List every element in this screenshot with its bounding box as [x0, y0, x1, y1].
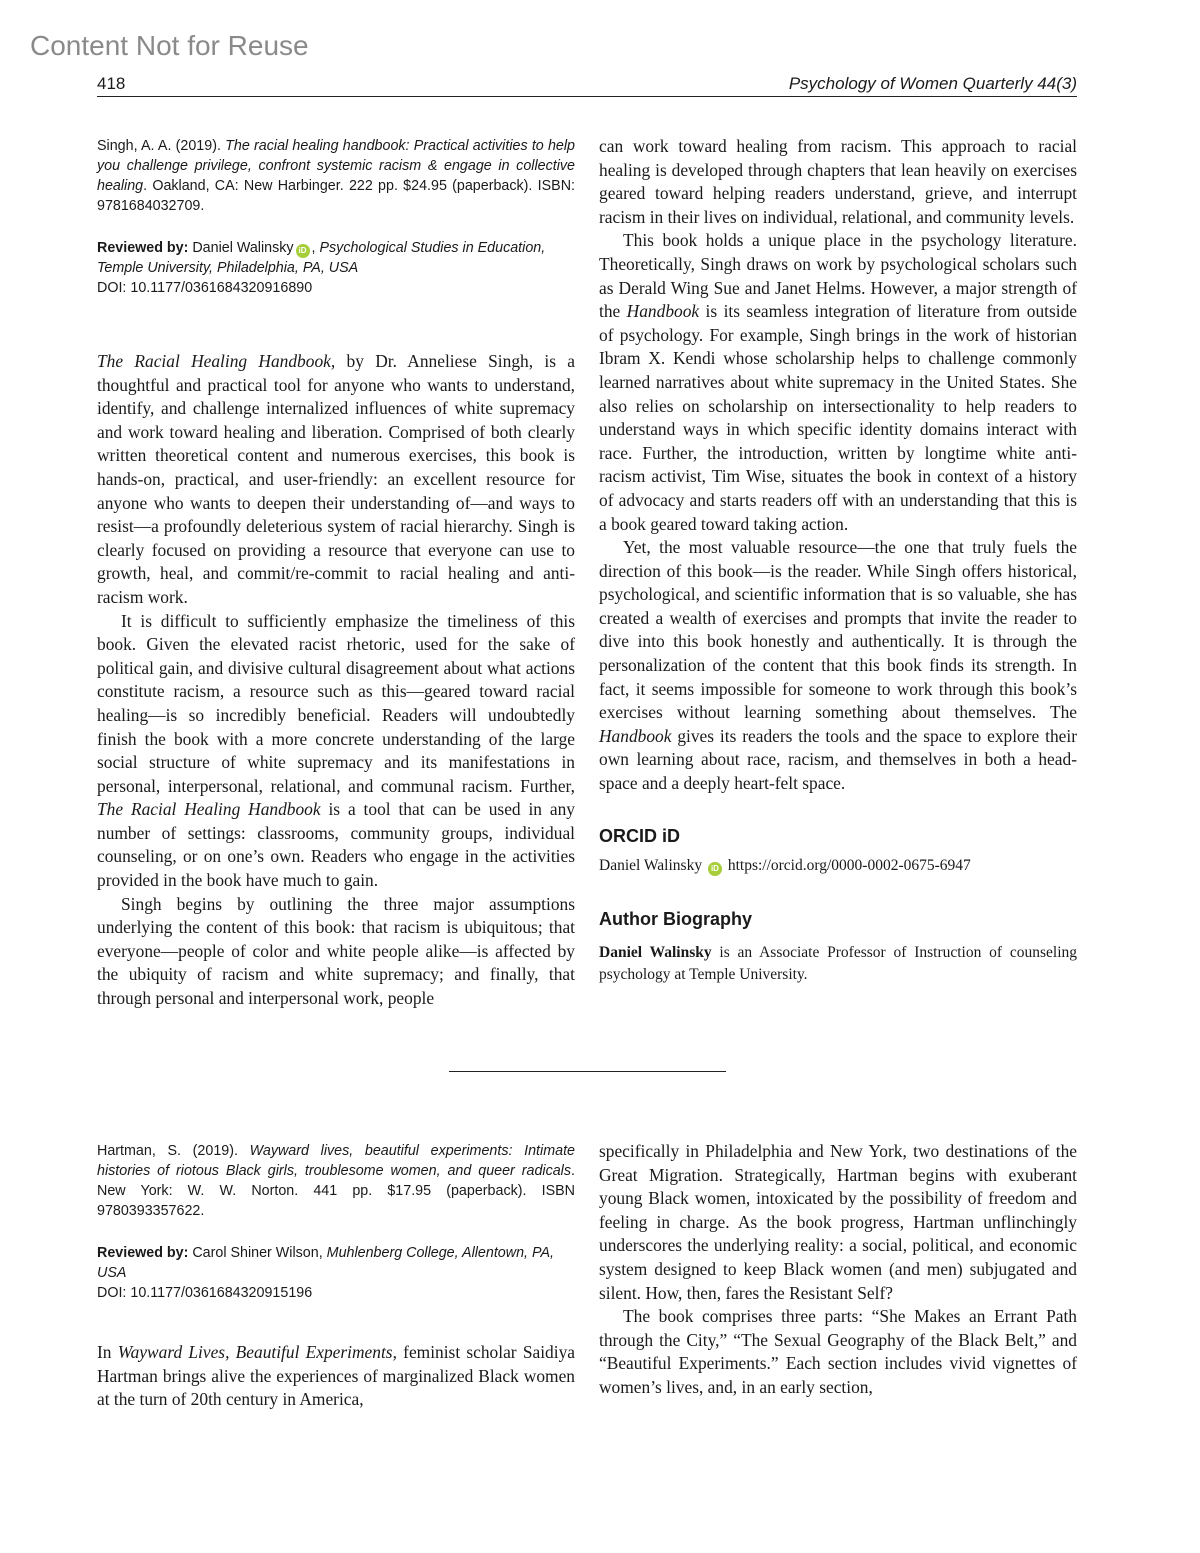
review1-paragraph: Singh begins by outlining the three major assumptions underlying the content of this book: that racism is ubiquitous; that everyone—people of color and white people alike—is affected by the ubiquity of racism and white supremacy; and finally, that through personal and interpersonal work, people: [97, 893, 575, 1009]
review-divider: [449, 1071, 726, 1072]
book-title: Handbook: [599, 725, 672, 746]
review1-body-right: [599, 135, 1077, 796]
paragraph-text: by Dr. Anneliese Singh, is a thoughtful and practical tool for anyone who wants to understand, identify, and challenge internalized influences of white supremacy and work toward healing and liberation. Comprised of both clearly written theoretical content and numerous exercises, this book is hands-on, practical, and user-friendly: an excellent resource for anyone who wants to deepen their understanding of—and ways to resist—a profoundly deleterious system of racial hierarchy. Singh is clearly focused on providing a resource that everyone can use to growth, heal, and commit/re-commit to racial healing and anti-racism work.: [97, 351, 575, 607]
orcid-icon[interactable]: iD: [296, 244, 310, 258]
review1-doi: DOI: 10.1177/0361684320916890: [97, 280, 313, 296]
author-biography-heading: Author Biography: [599, 908, 752, 929]
review2-cite-prefix: Hartman, S. (2019).: [97, 1143, 250, 1159]
orcid-heading: ORCID iD: [599, 825, 680, 846]
review1-paragraph: can work toward healing from racism. This approach to racial healing is developed through chapters that lean heavily on exercises geared toward helping readers understand, grieve, and interrupt racism in their lives on individual, relational, and community levels.: [599, 136, 1077, 227]
reviewer-name: Daniel Walinsky: [192, 240, 294, 256]
book-title: Handbook: [626, 301, 700, 322]
bio-name: Daniel Walinsky: [599, 943, 712, 961]
review2-body-right: [599, 1140, 1077, 1400]
paragraph-text: It is difficult to sufficiently emphasize the timeliness of this book. Given the elevated racist rhetoric, used for the sake of political gain, and divisive cultural disagreement about what actions constitute racism, a resource such as this—geared toward racial healing—is so incredibly beneficial. Readers will undoubtedly finish the book with a more concrete understanding of the large social structure of white supremacy and its manifestations in personal, interpersonal, relational, and communal racism. Further,: [97, 610, 575, 796]
review1-cite-prefix: Singh, A. A. (2019).: [97, 138, 226, 154]
review1-paragraph: [599, 229, 1077, 536]
paragraph-text: In: [97, 1342, 118, 1362]
reviewed-by-label: Reviewed by:: [97, 1245, 189, 1261]
reviewer-affiliation: Psychological Studies in Education, Temple University, Philadelphia, PA, USA: [97, 240, 546, 276]
paragraph-text: is its seamless integration of literature from outside of psychology. For example, Singh brings in the work of historian Ibram X. Kendi whose scholarship helps to challenge commonly learned narratives about white supremacy in the United States. She also relies on scholarship on intersectionality to help readers to understand ways in which specific identity domains interact with race. Further, the introduction, written by longtime white anti-racism activist, Tim Wise, situates the book in context of a history of advocacy and starts readers off with an understanding that this is a book geared toward taking action.: [599, 301, 1077, 534]
running-head: [97, 74, 1077, 97]
author-biography: [599, 942, 1077, 986]
review2-paragraph: [97, 1341, 575, 1412]
review2-body-left: [97, 1341, 575, 1412]
paragraph-text: Yet, the most valuable resource—the one that truly fuels the direction of this book—is the reader. While Singh offers historical, psychological, and scientific information that is so valuable, she has created a wealth of exercises and prompts that invite the reader to dive into this book honestly and authentically. It is through the personalization of the content that this book finds its strength. In fact, it seems impossible for someone to work through this book’s exercises without learning something about themselves. The: [599, 537, 1077, 723]
orcid-link[interactable]: https://orcid.org/0000-0002-0675-6947: [727, 856, 971, 874]
reviewed-by-label: Reviewed by:: [97, 240, 189, 256]
bio-text: is an Associate Professor of Instruction of counseling psychology at Temple University.: [599, 943, 1077, 983]
review2-reviewer: [97, 1243, 575, 1303]
review2-paragraph: The book comprises three parts: “She Makes an Errant Path through the City,” “The Sexual Geography of the Black Belt,” and “Beautiful Experiments.” Each section includes vivid vignettes of women’s lives, and, in an early section,: [599, 1306, 1077, 1397]
review2-citation: [97, 1141, 575, 1221]
book-title: Wayward Lives, Beautiful Experiments,: [117, 1342, 397, 1362]
page-number: 418: [97, 74, 126, 93]
paragraph-text: is a tool that can be used in any number of settings: classrooms, community groups, individual counseling, or on one’s own. Readers who engage in the activities provided in the book have much to gain.: [97, 799, 575, 891]
review1-body-left: [97, 350, 575, 1011]
review1-paragraph: [97, 610, 575, 893]
book-title: The Racial Healing Handbook,: [97, 351, 336, 371]
reviewer-name: Carol Shiner Wilson,: [192, 1245, 323, 1261]
review1-citation: [97, 136, 575, 216]
review1-paragraph: [599, 536, 1077, 796]
review1-right-column: [599, 135, 1077, 986]
book-title: The Racial Healing Handbook: [97, 799, 321, 820]
orcid-icon[interactable]: iD: [708, 862, 722, 876]
review1-reviewer: Reviewed by: Daniel Walinsky iD , Psychological Studies in Education, Temple University, Philadelphia, PA, USA DOI: 10.1177/0361684320916890: [97, 240, 546, 296]
paragraph-text: feminist scholar Saidiya Hartman brings alive the experiences of marginalized Black women at the turn of 20th century in America,: [97, 1342, 575, 1410]
orcid-line: [599, 855, 1077, 877]
review2-right-column: [599, 1140, 1077, 1400]
review2-paragraph: specifically in Philadelphia and New York, two destinations of the Great Migration. Strategically, Hartman begins with exuberant young Black women, intoxicated by the possibility of freedom and feeling in charge. As the book progress, Hartman unflinchingly underscores the underlying reality: a social, political, and economic system designed to keep Black women (and men) subjugated and silent. How, then, fares the Resistant Self?: [599, 1141, 1077, 1303]
review2-cite-suffix: . New York: W. W. Norton. 441 pp. $17.95 (paperback). ISBN 9780393357622.: [97, 1163, 575, 1219]
paragraph-text: This book holds a unique place in the psychology literature. Theoretically, Singh draws on work by psychological scholars such as Derald Wing Sue and Janet Helms. However, a major strength of the: [599, 230, 1077, 322]
watermark: Content Not for Reuse: [30, 30, 309, 61]
review1-cite-title: The racial healing handbook: Practical activities to help you challenge privilege, confront systemic racism & engage in collective healing: [97, 138, 576, 194]
review2-cite-title: Wayward lives, beautiful experiments: Intimate histories of riotous Black girls, troublesome women, and queer radicals: [97, 1143, 575, 1179]
review1-cite-suffix: . Oakland, CA: New Harbinger. 222 pp. $24.95 (paperback). ISBN: 9781684032709.: [97, 178, 575, 214]
review1-paragraph: [97, 350, 575, 610]
paragraph-text: gives its readers the tools and the space to explore their own learning about race, racism, and themselves in both a head-space and a deeply heart-felt space.: [599, 725, 1077, 794]
review2-left-column: [97, 1141, 575, 1412]
journal-title: Psychology of Women Quarterly 44(3): [788, 74, 1077, 93]
reviewer-affiliation: Muhlenberg College, Allentown, PA, USA: [97, 1245, 554, 1281]
review2-doi: DOI: 10.1177/0361684320915196: [97, 1285, 313, 1301]
orcid-name: Daniel Walinsky: [599, 856, 703, 874]
review1-left-column: [97, 136, 575, 1011]
